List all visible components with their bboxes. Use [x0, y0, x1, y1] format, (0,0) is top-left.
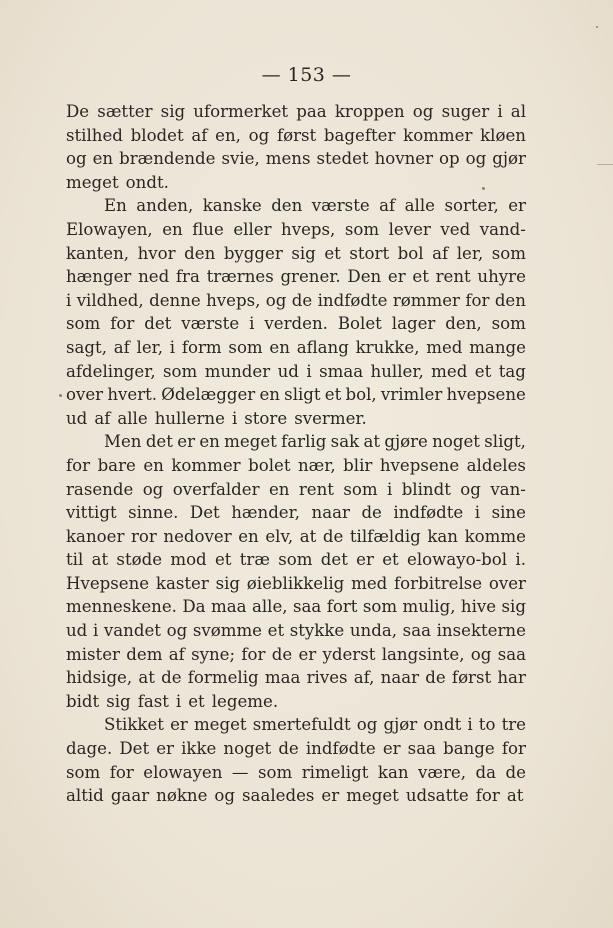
text-line: ud i vandet og svømme et stykke unda, saa insekterne	[66, 621, 526, 641]
text-line: Stikket er meget smertefuldt og gjør ondt i to tre	[104, 715, 526, 735]
text-line: altid gaar nøkne og saaledes er meget udsatte for at	[66, 786, 524, 806]
text-line: rasende og overfalder en rent som i blindt og van-	[66, 479, 526, 499]
page-number: — 153 —	[261, 64, 352, 86]
text-line: for bare en kommer bolet nær, blir hvepsene aldeles	[66, 455, 526, 475]
text-line: ud af alle hullerne i store svermer.	[66, 408, 367, 428]
text-line: menneskene. Da maa alle, saa fort som mulig, hive sig	[66, 597, 526, 617]
text-line: som for elowayen — som rimeligt kan være, da de	[66, 762, 526, 782]
text-line: over hvert. Ødelægger en sligt et bol, vrimler hvepsene	[66, 385, 526, 405]
text-line: stilhed blodet af en, og først bagefter kommer kløen	[66, 125, 526, 145]
text-line: kanoer ror nedover en elv, at de tilfældig kan komme	[66, 526, 526, 546]
text-line: som for det værste i verden. Bolet lager den, som	[66, 314, 526, 334]
speck-mark	[482, 187, 485, 190]
text-line: bidt sig fast i et legeme.	[66, 691, 279, 711]
text-line: hidsige, at de formelig maa rives af, naar de først har	[66, 668, 526, 688]
text-line: Hvepsene kaster sig øieblikkelig med forbitrelse over	[66, 573, 526, 593]
speck-mark	[596, 26, 598, 28]
text-line: dage. Det er ikke noget de indfødte er saa bange for	[66, 739, 526, 759]
text-line: hænger ned fra trærnes grener. Den er et rent uhyre	[66, 267, 526, 287]
text-line: Men det er en meget farlig sak at gjøre noget sligt,	[104, 432, 526, 452]
body-text	[66, 100, 526, 808]
text-line: afdelinger, som munder ud i smaa huller, med et tag	[66, 361, 526, 381]
text-line: vittigt sinne. Det hænder, naar de indfødte i sine	[66, 503, 526, 523]
text-line: kanten, hvor den bygger sig et stort bol af ler, som	[66, 243, 526, 263]
text-line: Elowayen, en flue eller hveps, som lever ved vand-	[66, 219, 526, 239]
text-line: De sætter sig uformerket paa kroppen og suger i al	[66, 102, 526, 121]
text-line: meget ondt.	[66, 172, 169, 192]
text-line: og en brændende svie, mens stedet hovner op og gjør	[66, 149, 526, 169]
text-line: sagt, af ler, i form som en aflang krukke, med mange	[66, 337, 526, 357]
edge-mark	[597, 164, 613, 165]
text-line: i vildhed, denne hveps, og de indfødte rømmer for den	[66, 290, 526, 310]
text-line: mister dem af syne; for de er yderst langsinte, og saa	[66, 644, 526, 664]
text-line: En anden, kanske den værste af alle sorter, er	[104, 196, 526, 216]
text-line: til at støde mod et træ som det er et elowayo-bol i.	[66, 550, 526, 570]
speck-mark	[59, 394, 62, 397]
